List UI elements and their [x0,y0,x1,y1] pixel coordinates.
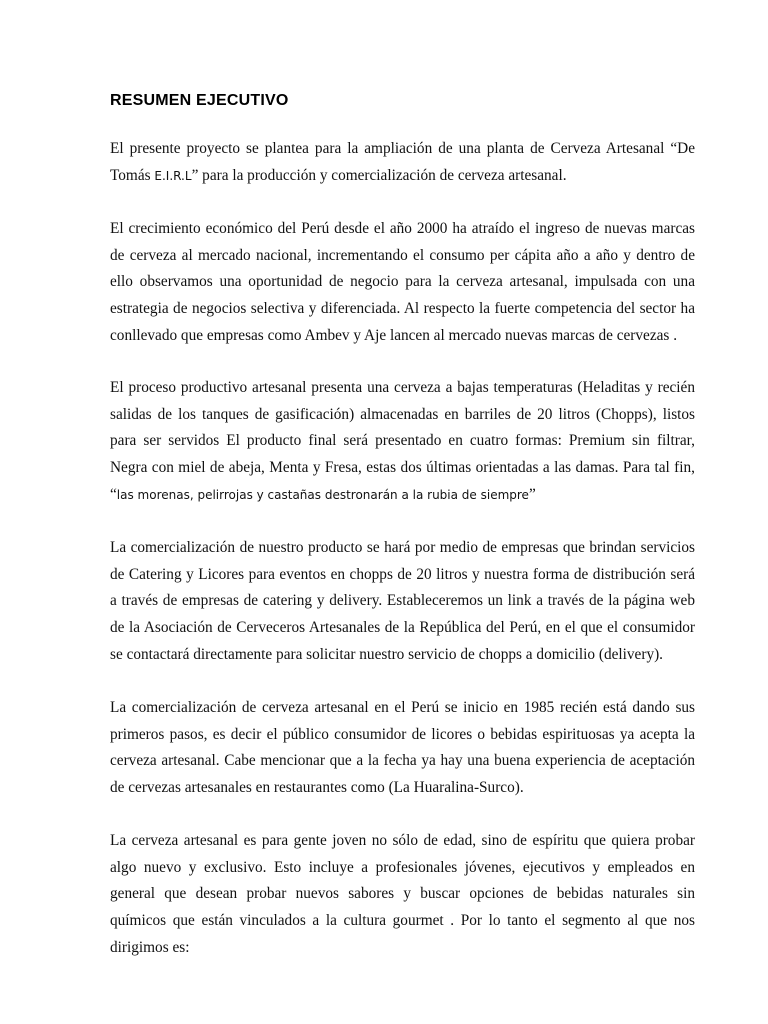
slogan-quote: las morenas, pelirrojas y castañas destronarán a la rubia de siempre [116,487,529,502]
paragraph-line: conllevado que empresas como Ambev y Aje lancen al mercado nuevas marcas de cervezas . [110,326,678,344]
paragraph-line: La comercialización de cerveza artesanal en el Perú se inicio en 1985 recién está dando sus [110,699,695,716]
paragraph-line: de la Asociación de Cerveceros Artesanales de la República del Perú, en el que el consumidor [110,619,695,637]
text-run: Tomás [110,166,155,184]
paragraph-process [110,375,695,509]
paragraph-line: La comercialización de nuestro producto se hará por medio de empresas que brindan servicios [110,539,695,556]
paragraph-line: Negra con miel de abeja, Menta y Fresa, estas dos últimas orientadas a las damas. Para tal fin, [110,459,695,477]
paragraph-line: general que desean probar nuevos sabores y buscar opciones de bebidas naturales sin [110,885,695,903]
text-run: ” para la producción y comercialización de cerveza artesanal. [191,166,567,184]
paragraph-line: de Catering y Licores para eventos en chopps de 20 litros y nuestra forma de distribución será [110,565,695,583]
page-title: RESUMEN EJECUTIVO [110,92,289,109]
paragraph-line: primeros pasos, es decir el público consumidor de licores o bebidas espirituosas ya acepta la [110,725,695,743]
paragraph-line: cerveza artesanal. Cabe mencionar que a la fecha ya hay una buena experiencia de aceptación [110,752,695,770]
paragraph-commercialization [110,535,695,669]
paragraph-line: algo nuevo y exclusivo. Esto incluye a profesionales jóvenes, ejecutivos y empleados en [110,858,695,876]
paragraph-line [110,482,695,509]
paragraph-line: de cervezas artesanales en restaurantes como (La Huaralina-Surco). [110,779,524,797]
paragraph-line: estrategia de negocios selectiva y diferenciada. Al respecto la fuerte competencia del sector ha [110,300,695,318]
paragraph-line: El crecimiento económico del Perú desde el año 2000 ha atraído el ingreso de nuevas marcas [110,220,695,237]
paragraph-intro [110,136,695,189]
paragraph-line: salidas de los tanques de gasificación) almacenadas en barriles de 20 litros (Chopps), listos [110,405,695,423]
company-suffix: E.I.R.L [154,168,192,183]
paragraph-line: se contactará directamente para solicitar nuestro servicio de chopps a domicilio (delivery). [110,645,664,663]
paragraph-line [110,163,695,190]
quote-close: ” [528,485,536,503]
paragraph-line: químicos que están vinculados a la cultura gourmet . Por lo tanto el segmento al que nos [110,912,695,930]
paragraph-line: para ser servidos El producto final será presentado en cuatro formas: Premium sin filtrar, [110,432,695,450]
paragraph-growth [110,216,695,350]
quote-open: “ [110,485,117,503]
paragraph-line: ello observamos una oportunidad de negocio para la cerveza artesanal, impulsada con una [110,273,695,291]
paragraph-line: El proceso productivo artesanal presenta una cerveza a bajas temperaturas (Heladitas y recién [110,379,695,396]
paragraph-segment [110,828,695,962]
paragraph-line: La cerveza artesanal es para gente joven no sólo de edad, sino de espíritu que quiera probar [110,832,695,849]
paragraph-line: dirigimos es: [110,938,190,956]
paragraph-line: a través de empresas de catering y delivery. Estableceremos un link a través de la página web [110,592,695,610]
paragraph-line: El presente proyecto se plantea para la ampliación de una planta de Cerveza Artesanal “De [110,140,695,157]
paragraph-history [110,695,695,802]
paragraph-line: de cerveza al mercado nacional, incrementando el consumo per cápita año a año y dentro de [110,246,695,264]
